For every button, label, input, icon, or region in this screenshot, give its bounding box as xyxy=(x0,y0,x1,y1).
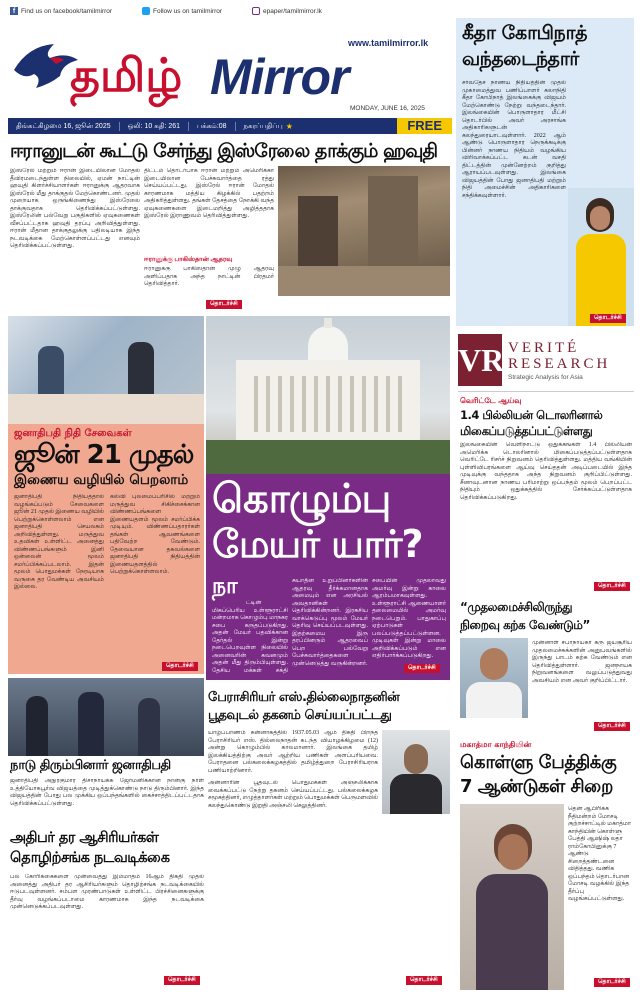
side1-more-button[interactable]: தொடர்ச்சி xyxy=(590,314,626,323)
bottom-headline1[interactable]: பேராசிரியர் எஸ்.தில்லைநாதனின் xyxy=(208,690,400,705)
pages: பக்கம்:08 xyxy=(189,122,236,131)
town-hall-photo xyxy=(206,316,450,474)
side4-headline2[interactable]: 7 ஆண்டுகள் சிறை xyxy=(460,776,613,797)
side4-kicker: மகாத்மா காந்தியின் xyxy=(460,740,532,749)
bottom-col1: யாழ்ப்பாணம் கன்னாகத்தில் 1937.05.03 ஆம் திகதி பிறந்த பேராசிரியர் எஸ். தில்லைநாதன் கடந்த வியாழக்கிழமை (12) அன்று கொழும்பில் காலமானார். இலங்கை தமிழ் இலக்கியத்திற்கு அவர் ஆற்றிய பணிகள் அளப்பரியவை. பேராதனை பல்கலைக்கழகத்தில் தமிழ்த்துறை பேராசிரியராக பணியாற்றினார். xyxy=(208,730,378,774)
bottom-headline2[interactable]: பூதவுடல் தகனம் செய்யப்பட்டது xyxy=(208,708,392,723)
side4-headline1[interactable]: கொள்ளு பேத்திக்கு xyxy=(460,752,617,773)
facebook-icon: f xyxy=(10,7,18,15)
mayor-more-button[interactable]: தொடர்ச்சி xyxy=(404,664,440,673)
gita-photo xyxy=(568,188,634,326)
verite-logo: VR VERITÉ RESEARCH Strategic Analysis for Asia xyxy=(458,334,634,392)
left3-headline2[interactable]: தொழிற்சங்க நடவடிக்கை xyxy=(10,850,170,866)
epaper-icon xyxy=(252,7,260,15)
price: FREE xyxy=(397,118,452,134)
mayor-headline2[interactable]: மேயர் யார்? xyxy=(212,522,423,566)
lead-caption: ஈரானுக்கு பாகிஸ்தான் ஆதரவு xyxy=(144,256,233,263)
social-bar xyxy=(10,4,450,18)
karu-photo xyxy=(460,638,528,718)
twitter-icon xyxy=(142,7,150,15)
side1-headline1[interactable]: கீதா கோபிநாத் xyxy=(462,22,587,44)
side2-more-button[interactable]: தொடர்ச்சி xyxy=(594,582,630,591)
side2-headline1[interactable]: 1.4 பில்லியன் டொலரினால் xyxy=(460,408,603,422)
star-icon: ★ xyxy=(285,121,293,131)
left1-headline1[interactable]: ஜூன் 21 முதல் xyxy=(14,440,194,470)
verite-emblem-icon: VR xyxy=(458,334,502,386)
twitter-link[interactable]: Follow us on tamilmirror xyxy=(142,7,222,15)
facebook-link[interactable]: f Find us on facebook/tamilmirror xyxy=(10,7,112,15)
professor-photo xyxy=(382,730,450,814)
date-en: MONDAY, JUNE 16, 2025 xyxy=(350,105,425,112)
side2-kicker: வெரிட்டே ஆய்வு xyxy=(460,396,522,405)
mayor-col3: சபையின் முதலாவது அமர்வு இன்று காலை ஆரம்பமாகவுள்ளது. உள்ளூராட்சி ஆணையாளர் தலைமையில் அமர்வு நடைபெறும். பாதுகாப்பு ஏற்பாடுகள் பலப்படுத்தப்பட்டுள்ளன. முடிவுகள் இன்று மாலை அறிவிக்கப்படும் என எதிர்பார்க்கப்படுகிறது. xyxy=(372,578,446,659)
lead-col1: இஸ்ரேல் மற்றும் ஈரான் இடையிலான மோதல் தீவிரமடைந்துள்ள நிலையில், ஏமன் நாட்டின் ஹவுதி கிளர்ச்சியாளர்கள் ஈரானுக்கு ஆதரவாக இஸ்ரேல் மீது தாக்குதல் மேற்கொண்டனர். முதல் முறையாக ஒருங்கிணைந்து இஸ்ரேலை தாக்குவதாக தெரிவிக்கப்பட்டுள்ளது. இஸ்ரேலின் பல்வேறு பகுதிகளில் ஏவுகணைகள் வீசப்பட்டதாக ஹவுதி தரப்பு அறிவித்துள்ளது. ஈரான் மீதான தாக்குதலுக்கு பதிலடியாக இந்த நடவடிக்கை மேற்கொள்ளப்பட்டது எனவும் தெரிவிக்கப்பட்டுள்ளது. xyxy=(10,168,140,249)
mayor-col1: ட்டின் மிகப்பெரிய உள்ளூராட்சி மன்றமாக கொழும்பு மாநகர சபை கருதப்படுகிறது. அதன் மேயர் பதவிக்கான தேர்தல் இன்று நடைபெறவுள்ள நிலையில் அனைவரின் கவனமும் அதன் மீது திரும்பியுள்ளது. தேசிய மக்கள் சக்தி xyxy=(212,600,288,674)
mayor-col2: சுயாதீன உறுப்பினர்களின் ஆதரவு தீர்க்கமானதாக அமையும் என அரசியல் அவதானிகள் தெரிவிக்கின்றனர். இரகசிய வாக்கெடுப்பு மூலம் மேயர் தெரிவு செய்யப்படவுள்ளது. இதற்கமைய இரு தரப்பினரும் ஆதரவைப் பெற பல்வேறு பேச்சுவார்த்தைகளை முன்னெடுத்து வருகின்றனர். xyxy=(292,578,368,667)
rubble-photo xyxy=(278,166,450,296)
side4-body: தென் ஆபிரிக்க நீதிமன்றம் மோசடி குற்றச்சாட்டில் மகாத்மா காந்தியின் கொள்ளு பேத்தி ஆஷிஷ் லதா ராம்கோபினுக்கு 7 ஆண்டு சிறைத்தண்டனை விதித்தது. வணிக ஒப்பந்தம் தொடர்பான மோசடி வழக்கில் இந்த தீர்ப்பு வழங்கப்பட்டுள்ளது. xyxy=(568,806,631,902)
epaper-link[interactable]: epaper/tamilmirror.lk xyxy=(252,7,322,15)
gandhi-granddaughter-photo xyxy=(460,804,564,990)
volume: ஒலி: 10 கதி: 261 xyxy=(120,122,189,131)
side3-more-button[interactable]: தொடர்ச்சி xyxy=(594,722,630,731)
masthead xyxy=(8,18,452,118)
left1-col1: ஜனாதிபதி நிதியத்தால் வழங்கப்படும் சேவைகளை ஜூன் 21 முதல் இணைய வழியில் பெற்றுக்கொள்ளலாம் என ஜனாதிபதி செயலகம் அறிவித்துள்ளது. மருத்துவ உதவிகள் உள்ளிட்ட அனைத்து விண்ணப்பங்களும் இனி ஒன்லைன் மூலம் சமர்ப்பிக்கப்படலாம். இதன் மூலம் பொதுமக்கள் நேரடியாக வருகை தர வேண்டிய அவசியம் இல்லை. xyxy=(14,494,104,590)
bottom-more-button[interactable]: தொடர்ச்சி xyxy=(406,976,442,985)
left1-kicker: ஜனாதிபதி நிதி சேவைகள் xyxy=(14,428,132,439)
left2-headline[interactable]: நாடு திரும்பினார் ஜனாதிபதி xyxy=(10,758,171,773)
lead-col2: திட்டம் தொடர்பாக ஈரான் மற்றும் அமெரிக்கா இடையிலான பேச்சுவார்த்தை ரத்து செய்யப்பட்டது. இஸ்ரேல் ஈரான் மோதல் காரணமாக மத்திய கிழக்கில் பதற்றம் அதிகரித்துள்ளது. தங்கள் தேசத்தை நோக்கி வந்த ஏவுகணைகளை இடைமறித்து அழித்ததாக இஸ்ரேல் இராணுவம் தெரிவித்துள்ளது. xyxy=(144,168,274,219)
mayor-dropcap: நா xyxy=(212,574,238,599)
president-photo xyxy=(8,678,204,756)
side2-headline2[interactable]: மிகைப்படுத்தப்பட்டுள்ளது xyxy=(460,424,593,438)
mayor-headline1[interactable]: கொழும்பு xyxy=(212,476,391,522)
logo-tamil: தமிழ் xyxy=(70,48,183,102)
left3-body: பல கோரிக்கைகளை முன்வைத்து இம்மாதம் 16ஆம் திகதி முதல் அனைத்து அதிபர் தர ஆசிரியர்களும் தொழிற்சங்க நடவடிக்கையில் ஈடுபடவுள்ளனர். சம்பள முரண்பாடுகள் உள்ளிட்ட பிரச்சினைகளுக்கு தீர்வு வழங்கப்படாமை காரணமாக இந்த நடவடிக்கை முன்னெடுக்கப்படவுள்ளது. xyxy=(10,874,204,910)
lead-headline[interactable]: ஈரானுடன் கூட்டு சேர்ந்து இஸ்ரேலை தாக்கும் ஹவுதி xyxy=(10,140,438,162)
side1-body: சர்வதேச நாணய நிதியத்தின் முதல் முகாமைத்துவ பணிப்பாளர் கலாநிதி கீதா கோபிநாத் இலங்கைக்கு விஜயம் மேற்கொண்டு நேற்று வந்தடைந்தார். இலங்கையின் பொருளாதார மீட்சி தொடர்பில் அவர் அரசாங்க அதிகாரிகளுடன் கலந்துரையாடவுள்ளார். 2022 ஆம் ஆண்டு பொருளாதார நெருக்கடிக்கு பின்னர் நாணய நிதியம் வழங்கிய விரிவாக்கப்பட்ட கடன் வசதி திட்டத்தின் முன்னேற்றம் குறித்து ஆராயப்படவுள்ளது. இலங்கை விஜயத்தின் போது ஜனாதிபதி மற்றும் நிதி அமைச்சின் அதிகாரிகளை சந்திக்கவுள்ளார். xyxy=(462,80,566,199)
bottom-col2: அன்னாரின் பூதவுடல் பொதுமக்கள் அஞ்சலிக்காக வைக்கப்பட்டு நேற்று தகனம் செய்யப்பட்டது. பல்கலைக்கழக சமூகத்தினர், எழுத்தாளர்கள் மற்றும் பொதுமக்கள் பெருமளவில் கலந்துகொண்டு இறுதி அஞ்சலி செலுத்தினர். xyxy=(208,780,378,809)
edition: நகரப்பதிப்பு xyxy=(243,122,283,130)
logo-mirror: Mirror xyxy=(210,49,349,105)
side1-headline2[interactable]: வந்தடைந்தார் xyxy=(462,48,579,70)
side3-headline1[interactable]: “முதலமைச்சிலிருந்து xyxy=(460,600,572,614)
site-url[interactable]: www.tamilmirror.lk xyxy=(348,38,429,48)
info-bar xyxy=(8,118,452,134)
left3-headline1[interactable]: அதிபர் தர ஆசிரியர்கள் xyxy=(10,830,159,846)
side2-body: இலங்கையின் வெளிநாட்டு ஒதுக்கங்கள் 1.4 பில்லியன் அமெரிக்க டொலரினால் மிகைப்படுத்தப்பட்டுள்ளதாக வெரிட்டே ரிசர்ச் நிறுவனம் தெரிவித்துள்ளது. மத்திய வங்கியின் புள்ளிவிபரங்களை ஆய்வு செய்ததன் அடிப்படையில் இந்த முடிவுக்கு வந்ததாக அந்த நிறுவனம் குறிப்பிட்டுள்ளது. சீனாவுடனான நாணய பரிமாற்று ஒப்பந்தம் மூலம் பெறப்பட்ட நிதியும் ஒதுக்கத்தில் சேர்க்கப்பட்டுள்ளதாக தெரிவிக்கப்படுகிறது. xyxy=(460,442,632,501)
left1-more-button[interactable]: தொடர்ச்சி xyxy=(162,662,198,671)
lead-col2b: ஈரானுக்கு பாகிஸ்தான் முழு ஆதரவு அளிப்பதாக அந்த நாட்டின் பிரதமர் தெரிவித்தார். xyxy=(144,266,274,287)
left3-more-button[interactable]: தொடர்ச்சி xyxy=(164,976,200,985)
date-ta: திங்கட்கிழமை 16, ஜூன் 2025 xyxy=(8,122,120,131)
left1-col2: கல்வி புலமைப்பரிசில் மற்றும் மருத்துவ சிகிச்சைக்கான விண்ணப்பங்களை இணையதளம் மூலம் சமர்ப்பிக்க முடியும். விண்ணப்பதாரர்கள் தங்கள் ஆவணங்களை பதிவேற்ற வேண்டும். தேவையான தகவல்களை ஜனாதிபதி நிதியத்தின் இணையதளத்தில் பெற்றுக்கொள்ளலாம். xyxy=(110,494,200,575)
office-photo xyxy=(8,316,204,424)
side4-more-button[interactable]: தொடர்ச்சி xyxy=(594,978,630,987)
side3-headline2[interactable]: நிறைவு கற்க வேண்டும்” xyxy=(460,618,590,632)
left1-headline2[interactable]: இணைய வழியில் பெறலாம் xyxy=(14,472,189,488)
lead-more-button[interactable]: தொடர்ச்சி xyxy=(206,300,242,309)
left2-body: ஜனாதிபதி அநுரகுமார திசாநாயக்க ஜேர்மனிக்கான நான்கு நாள் உத்தியோகபூர்வ விஜயத்தை முடித்துக்கொண்டு நாடு திரும்பினார். இந்த விஜயத்தின் போது பல முக்கிய ஒப்பந்தங்களில் கைச்சாத்திடப்பட்டதாக தெரிவிக்கப்பட்டுள்ளது. xyxy=(10,778,204,807)
side3-body: முன்னாள் சபாநாயகர் கரு ஜயசூரிய முதலமைச்சுக்களின் அனுபவங்களில் இருந்து பாடம் கற்க வேண்டும் என தெரிவித்துள்ளார். ஜனநாயக நிறுவனங்களை வலுப்படுத்துவது அவசியம் என அவர் குறிப்பிட்டார். xyxy=(532,640,632,684)
